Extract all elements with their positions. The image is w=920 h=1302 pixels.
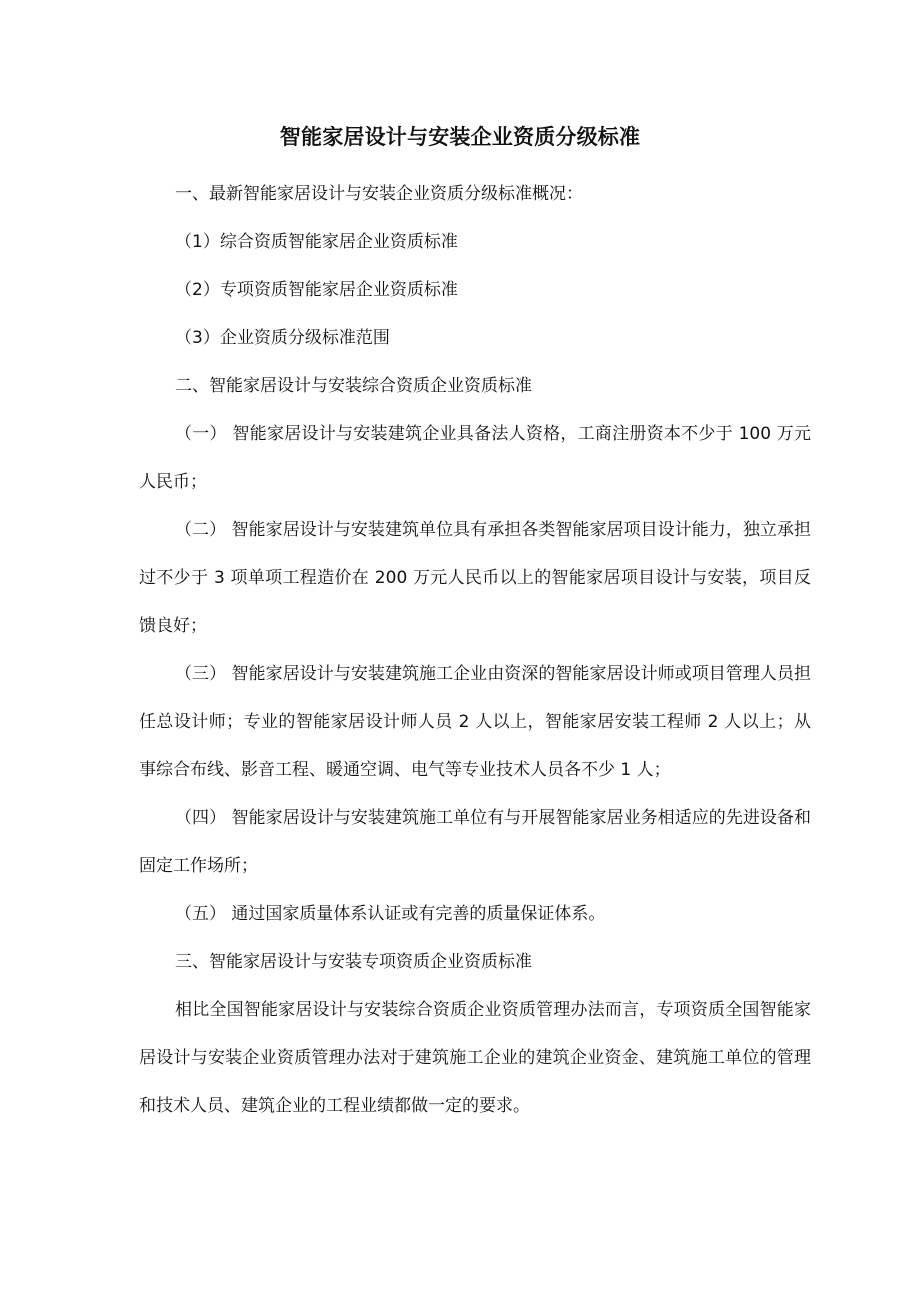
section-heading-1: 一、最新智能家居设计与安装企业资质分级标准概况： (175, 184, 583, 204)
standard-item-2: （二） 智能家居设计与安装建筑单位具有承担各类智能家居项目设计能力，独立承担过不少于 3 项单项工程造价在 200 万元人民币以上的智能家居项目设计与安装，项目反馈良好； (139, 520, 811, 636)
document-title: 智能家居设计与安装企业资质分级标准 (279, 125, 641, 149)
standard-item-4: （四） 智能家居设计与安装建筑施工单位有与开展智能家居业务相适应的先进设备和固定工作场所； (139, 808, 811, 876)
standard-item-3: （三） 智能家居设计与安装建筑施工企业由资深的智能家居设计师或项目管理人员担任总设计师；专业的智能家居设计师人员 2 人以上，智能家居安装工程师 2 人以上；从事综合布线、影音工程、暖通空调、电气等专业技术人员各不少 1 人； (139, 664, 811, 780)
section-heading-3: 三、智能家居设计与安装专项资质企业资质标准 (175, 952, 532, 972)
standard-item-5: （五） 通过国家质量体系认证或有完善的质量保证体系。 (175, 904, 606, 924)
section-heading-2: 二、智能家居设计与安装综合资质企业资质标准 (175, 376, 532, 396)
overview-item-2: （2）专项资质智能家居企业资质标准 (175, 280, 458, 300)
overview-item-3: （3）企业资质分级标准范围 (175, 328, 390, 348)
standard-item-1: （一） 智能家居设计与安装建筑企业具备法人资格，工商注册资本不少于 100 万元人民币； (139, 424, 811, 492)
section-3-paragraph: 相比全国智能家居设计与安装综合资质企业资质管理办法而言，专项资质全国智能家居设计与安装企业资质管理办法对于建筑施工企业的建筑企业资金、建筑施工单位的管理和技术人员、建筑企业的工程业绩都做一定的要求。 (139, 1000, 811, 1116)
overview-item-1: （1）综合资质智能家居企业资质标准 (175, 232, 458, 252)
document-body (139, 170, 811, 1130)
